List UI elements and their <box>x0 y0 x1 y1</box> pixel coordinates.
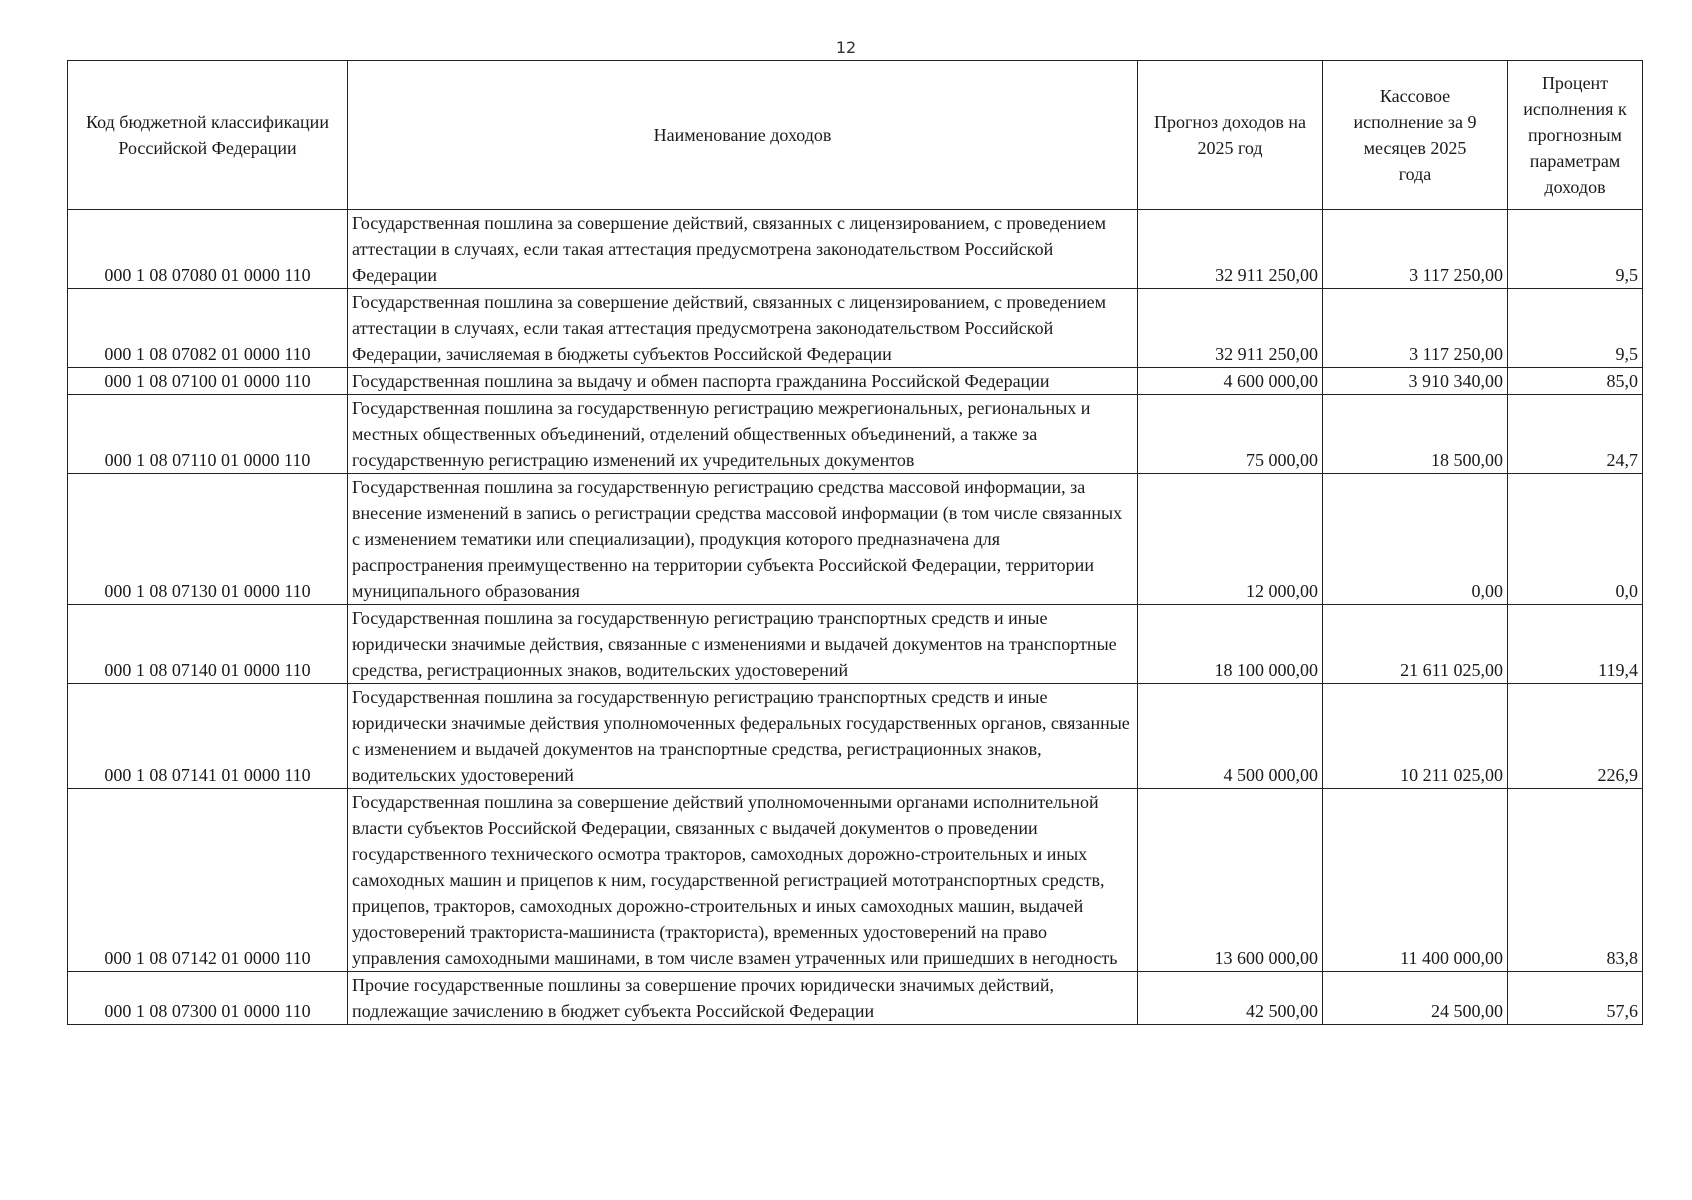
revenue-name-cell: Государственная пошлина за государственную регистрацию межрегиональных, региональных и местных общественных объединений, отделений общественных объединений, а также за государственную регистрацию изменений их учредительных документов <box>348 395 1138 474</box>
execution-percent-cell: 0,0 <box>1508 474 1643 605</box>
header-cash: Кассовое исполнение за 9 месяцев 2025 года <box>1323 61 1508 210</box>
budget-code-cell: 000 1 08 07130 01 0000 110 <box>68 474 348 605</box>
forecast-cell: 4 500 000,00 <box>1138 684 1323 789</box>
budget-code-cell: 000 1 08 07080 01 0000 110 <box>68 210 348 289</box>
revenue-name-cell: Государственная пошлина за совершение действий уполномоченными органами исполнительной власти субъектов Российской Федерации, связанных с выдачей документов о проведении государственного технического осмотра тракторов, самоходных дорожно-строительных и иных самоходных машин и прицепов к ним, государственной регистрацией мототранспортных средств, прицепов, тракторов, самоходных дорожно-строительных и иных самоходных машин, выдачей удостоверений тракториста-машиниста (тракториста), временных удостоверений на право управления самоходными машинами, в том числе взамен утраченных или пришедших в негодность <box>348 789 1138 972</box>
forecast-cell: 12 000,00 <box>1138 474 1323 605</box>
budget-code-cell: 000 1 08 07300 01 0000 110 <box>68 972 348 1025</box>
revenue-table <box>67 60 1643 1025</box>
forecast-cell: 32 911 250,00 <box>1138 210 1323 289</box>
revenue-name-cell: Государственная пошлина за государственную регистрацию транспортных средств и иные юридически значимые действия, связанные с изменениями и выдачей документов на транспортные средства, регистрационных знаков, водительских удостоверений <box>348 605 1138 684</box>
forecast-cell: 4 600 000,00 <box>1138 368 1323 395</box>
header-code: Код бюджетной классификации Российской Федерации <box>68 61 348 210</box>
table-row <box>68 395 1643 474</box>
cash-execution-cell: 3 117 250,00 <box>1323 210 1508 289</box>
forecast-cell: 32 911 250,00 <box>1138 289 1323 368</box>
budget-code-cell: 000 1 08 07100 01 0000 110 <box>68 368 348 395</box>
table-header <box>68 61 1643 210</box>
header-percent: Процент исполнения к прогнозным параметрам доходов <box>1508 61 1643 210</box>
execution-percent-cell: 83,8 <box>1508 789 1643 972</box>
header-forecast: Прогноз доходов на 2025 год <box>1138 61 1323 210</box>
cash-execution-cell: 18 500,00 <box>1323 395 1508 474</box>
table-row <box>68 289 1643 368</box>
header-name: Наименование доходов <box>348 61 1138 210</box>
table-row <box>68 210 1643 289</box>
budget-code-cell: 000 1 08 07142 01 0000 110 <box>68 789 348 972</box>
execution-percent-cell: 226,9 <box>1508 684 1643 789</box>
forecast-cell: 13 600 000,00 <box>1138 789 1323 972</box>
cash-execution-cell: 24 500,00 <box>1323 972 1508 1025</box>
budget-code-cell: 000 1 08 07110 01 0000 110 <box>68 395 348 474</box>
revenue-name-cell: Государственная пошлина за государственную регистрацию средства массовой информации, за внесение изменений в запись о регистрации средства массовой информации (в том числе связанных с изменением тематики или специализации), продукция которого предназначена для распространения преимущественно на территории субъекта Российской Федерации, территории муниципального образования <box>348 474 1138 605</box>
table-row <box>68 684 1643 789</box>
budget-code-cell: 000 1 08 07141 01 0000 110 <box>68 684 348 789</box>
cash-execution-cell: 11 400 000,00 <box>1323 789 1508 972</box>
revenue-name-cell: Государственная пошлина за государственную регистрацию транспортных средств и иные юридически значимые действия уполномоченных федеральных государственных органов, связанные с изменением и выдачей документов на транспортные средства, регистрационных знаков, водительских удостоверений <box>348 684 1138 789</box>
execution-percent-cell: 119,4 <box>1508 605 1643 684</box>
execution-percent-cell: 9,5 <box>1508 210 1643 289</box>
revenue-name-cell: Государственная пошлина за выдачу и обмен паспорта гражданина Российской Федерации <box>348 368 1138 395</box>
revenue-name-cell: Государственная пошлина за совершение действий, связанных с лицензированием, с проведением аттестации в случаях, если такая аттестация предусмотрена законодательством Российской Федерации, зачисляемая в бюджеты субъектов Российской Федерации <box>348 289 1138 368</box>
budget-code-cell: 000 1 08 07140 01 0000 110 <box>68 605 348 684</box>
forecast-cell: 18 100 000,00 <box>1138 605 1323 684</box>
header-row <box>68 61 1643 210</box>
cash-execution-cell: 3 910 340,00 <box>1323 368 1508 395</box>
cash-execution-cell: 0,00 <box>1323 474 1508 605</box>
table-row <box>68 972 1643 1025</box>
revenue-name-cell: Прочие государственные пошлины за совершение прочих юридически значимых действий, подлежащие зачислению в бюджет субъекта Российской Федерации <box>348 972 1138 1025</box>
execution-percent-cell: 85,0 <box>1508 368 1643 395</box>
cash-execution-cell: 21 611 025,00 <box>1323 605 1508 684</box>
cash-execution-cell: 10 211 025,00 <box>1323 684 1508 789</box>
execution-percent-cell: 24,7 <box>1508 395 1643 474</box>
execution-percent-cell: 9,5 <box>1508 289 1643 368</box>
budget-code-cell: 000 1 08 07082 01 0000 110 <box>68 289 348 368</box>
cash-execution-cell: 3 117 250,00 <box>1323 289 1508 368</box>
table-body <box>68 210 1643 1025</box>
table-row <box>68 368 1643 395</box>
forecast-cell: 75 000,00 <box>1138 395 1323 474</box>
revenue-name-cell: Государственная пошлина за совершение действий, связанных с лицензированием, с проведением аттестации в случаях, если такая аттестация предусмотрена законодательством Российской Федерации <box>348 210 1138 289</box>
page-number: 12 <box>835 38 857 57</box>
table-row <box>68 605 1643 684</box>
execution-percent-cell: 57,6 <box>1508 972 1643 1025</box>
forecast-cell: 42 500,00 <box>1138 972 1323 1025</box>
table-row <box>68 474 1643 605</box>
table-row <box>68 789 1643 972</box>
